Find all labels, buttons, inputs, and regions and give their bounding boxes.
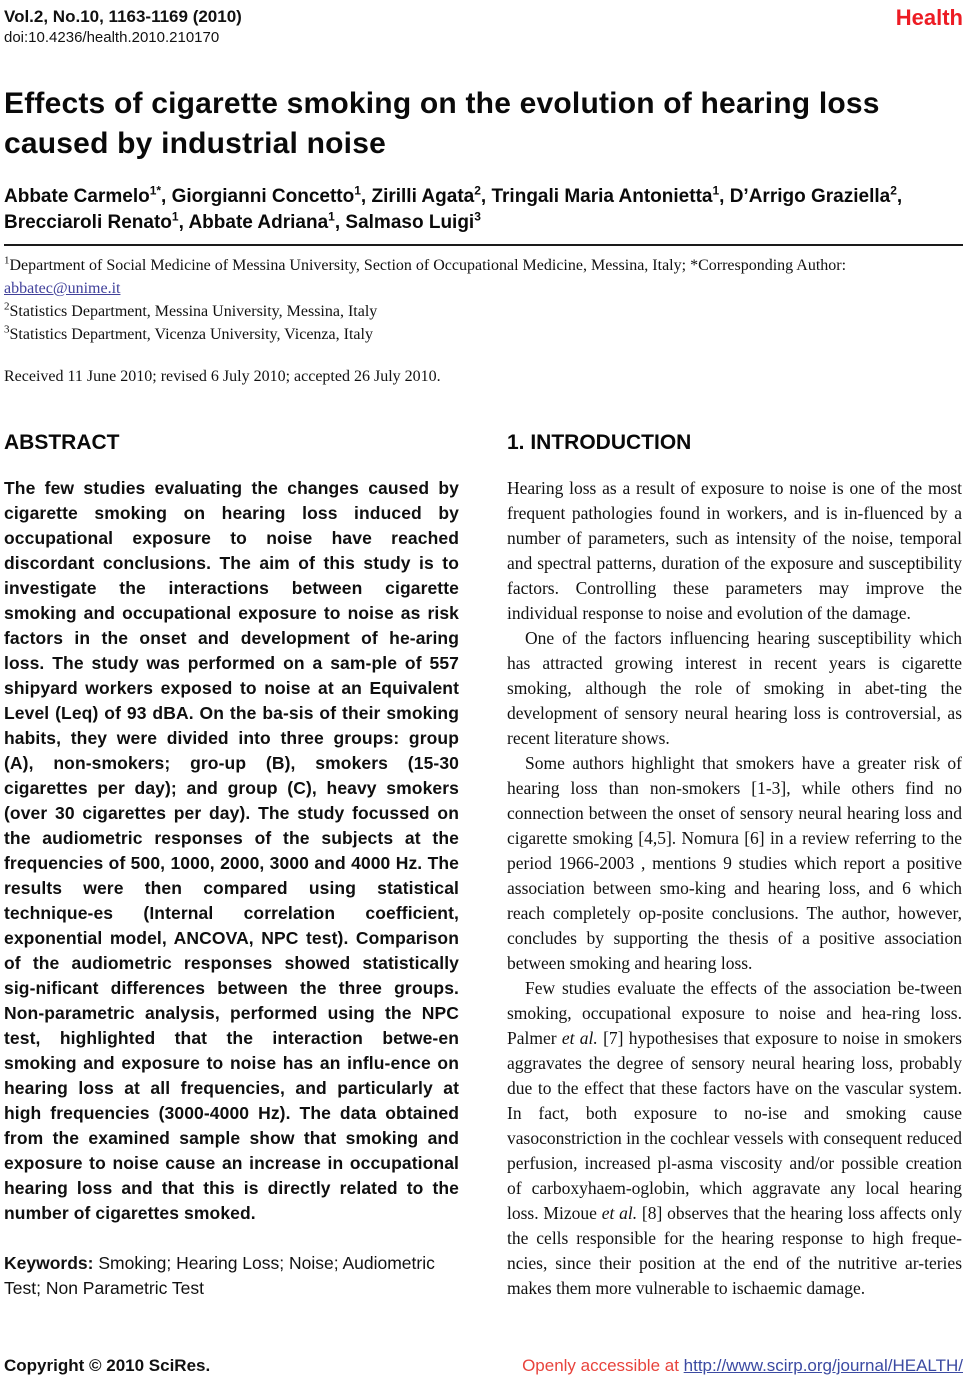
abstract-text: The few studies evaluating the changes caused by cigarette smoking on hearing loss induced by occupational exposure to noise have reached discordant conclusions. The aim of this study is to investigate the interactions between cigarette smoking and occupational exposure to noise as risk factors in the onset and development of he-aring loss. The study was performed on a sam-ple of 557 shipyard workers exposed to noise at an Equivalent Level (Leq) of 93 dBA. On the ba-sis of their smoking habits, they were divided into three groups: group (A), non-smokers; gro-up (B), smokers (15-30 cigarettes per day); and group (C), heavy smokers (over 30 cigarettes per day). The study focussed on the audiometric responses of the subjects at the frequencies of 500, 1000, 2000, 3000 and 4000 Hz. The results were then compared using statistical technique-es (Internal correlation coefficient, exponential model, ANCOVA, NPC test). Comparison of the audiometric responses showed statistically sig-nificant differences between the three groups. Non-parametric analysis, performed using the NPC test, highlighted that the interaction betwe-en smoking and exposure to noise has an influ-ence on hearing loss at all frequencies, and particularly at high frequencies (3000-4000 Hz). The data obtained from the examined sample show that smoking and exposure to noise cause an increase in occupational hearing loss and that this is directly related to the number of cigarettes smoked. [4, 478, 459, 1223]
author-affiliation-superscript: 1 [171, 209, 179, 224]
access-note [522, 1356, 963, 1376]
paragraph-text: Some authors highlight that smokers have a greater risk of hearing loss than non-smokers [1-3], while others find no connection between the onset of sensory neural hearing loss and cigarette smoking [4,5]. Nomura [6] in a review referring to the period 1966-2003 , mentions 9 studies which report a positive association between smo-king and hearing loss, and 6 which reach completely op-posite conclusions. The author, however, concludes by supporting the thesis of a positive association between smoking and hearing loss. [507, 753, 962, 973]
italic-citation-text: et al. [601, 1203, 638, 1223]
journal-url-link[interactable]: http://www.scirp.org/journal/HEALTH/ [683, 1356, 963, 1375]
two-column-body [4, 430, 963, 1301]
author-affiliation-superscript: 2 [890, 183, 897, 198]
affiliation-line: $^2$Statistics Department, Messina University, Messina, Italy [4, 300, 378, 320]
author-list [4, 184, 963, 236]
paragraph-text: One of the factors influencing hearing susceptibility which has attracted growing interest in recent years is cigarette smoking, although the role of smoking in abet-ting the development of sensory neural hearing loss is controversial, as recent literature shows. [507, 628, 962, 748]
author-affiliation-superscript: 1 [328, 209, 335, 224]
introduction-paragraphs [507, 476, 962, 1301]
corresponding-author-email-link[interactable]: abbatec@unime.it [4, 280, 121, 297]
intro-paragraph [507, 626, 962, 751]
intro-paragraph [507, 751, 962, 976]
affiliation-superscript: 1 [4, 254, 10, 267]
author-affiliation-superscript: 1* [149, 183, 162, 198]
paragraph-text: [7] hypothesises that exposure to noise in smokers aggravates the degree of sensory neural hearing loss, probably due to the effect that these factors have on the vascular system. In fact, both exposure to no-ise and smoking cause vasoconstriction in the cochlear vessels with consequent reduced perfusion, increased pl-asma viscosity and/or possible creation of carboxyhaem-oglobin, which aggravate any local hearing loss. Mizoue [507, 1028, 962, 1223]
volume-line: Vol.2, No.10, 1163-1169 (2010) [4, 7, 242, 26]
abstract-heading: ABSTRACT [4, 431, 120, 454]
affiliation-superscript: 2 [4, 300, 10, 313]
author-affiliation-superscript: 1 [712, 183, 720, 198]
page-header [4, 6, 963, 48]
author-affiliation-superscript: 2 [474, 183, 481, 198]
introduction-section [507, 430, 962, 1301]
journal-name: Health [895, 5, 963, 30]
dates-line: Received 11 June 2010; revised 6 July 2010; accepted 26 July 2010. [4, 368, 441, 385]
access-text: Openly accessible at [522, 1356, 684, 1375]
author-name: , Abbate Adriana [178, 212, 329, 233]
affiliation-line: $^1$Department of Social Medicine of Messina University, Section of Occupational Medicine, Messina, Italy; *Corresponding Author: abbatec@unime.it [4, 254, 847, 297]
paragraph-text: Hearing loss as a result of exposure to noise is one of the most frequent pathologies found in workers, and is in-fluenced by a number of parameters, such as intensity of the noise, temporal and spectral patterns, duration of the exposure and susceptibility factors. Controlling these parameters may improve the individual response to noise and evolution of the damage. [507, 478, 962, 623]
abstract-section [4, 430, 459, 1301]
intro-paragraph [507, 476, 962, 626]
author-affiliation-superscript: 3 [474, 209, 481, 224]
affiliation-list [4, 254, 963, 346]
introduction-heading: 1. INTRODUCTION [507, 431, 692, 454]
author-name: , Salmaso Luigi [334, 212, 475, 233]
author-name: , Brecciaroli Renato [4, 186, 903, 233]
author-name: , Tringali Maria Antonietta [480, 186, 713, 207]
affiliation-superscript: 3 [4, 323, 10, 336]
author-affiliation-superscript: 1 [354, 183, 361, 198]
page-footer [4, 1356, 963, 1376]
intro-paragraph [507, 976, 962, 1301]
issue-info [4, 6, 242, 48]
author-name: , D’Arrigo Graziella [719, 186, 891, 207]
paragraph-text: [8] observes that the hearing loss affects only the cells responsible for the hearing response to high freque-ncies, since their position at the end of the nutritive ar-teries makes them more vulnerable to ischaemic damage. [507, 1203, 962, 1298]
divider-rule [4, 244, 963, 246]
author-name: Abbate Carmelo [4, 186, 150, 207]
article-title: Effects of cigarette smoking on the evolution of hearing loss caused by industrial noise [4, 87, 880, 160]
author-name: , Zirilli Agata [360, 186, 475, 207]
keywords-label: Keywords: [4, 1253, 94, 1273]
keywords-text: Smoking; Hearing Loss; Noise; Audiometric Test; Non Parametric Test [4, 1253, 435, 1298]
doi-line: doi:10.4236/health.2010.210170 [4, 29, 220, 46]
keywords-line [4, 1251, 459, 1301]
copyright-notice: Copyright © 2010 SciRes. [4, 1356, 211, 1375]
italic-citation-text: et al. [561, 1028, 598, 1048]
author-name: , Giorgianni Concetto [161, 186, 355, 207]
affiliation-line: $^3$Statistics Department, Vicenza University, Vicenza, Italy [4, 323, 373, 343]
paragraph-text: Few studies evaluate the effects of the association be-tween smoking, occupational exposure to noise and hea-ring loss. Palmer [507, 978, 962, 1048]
